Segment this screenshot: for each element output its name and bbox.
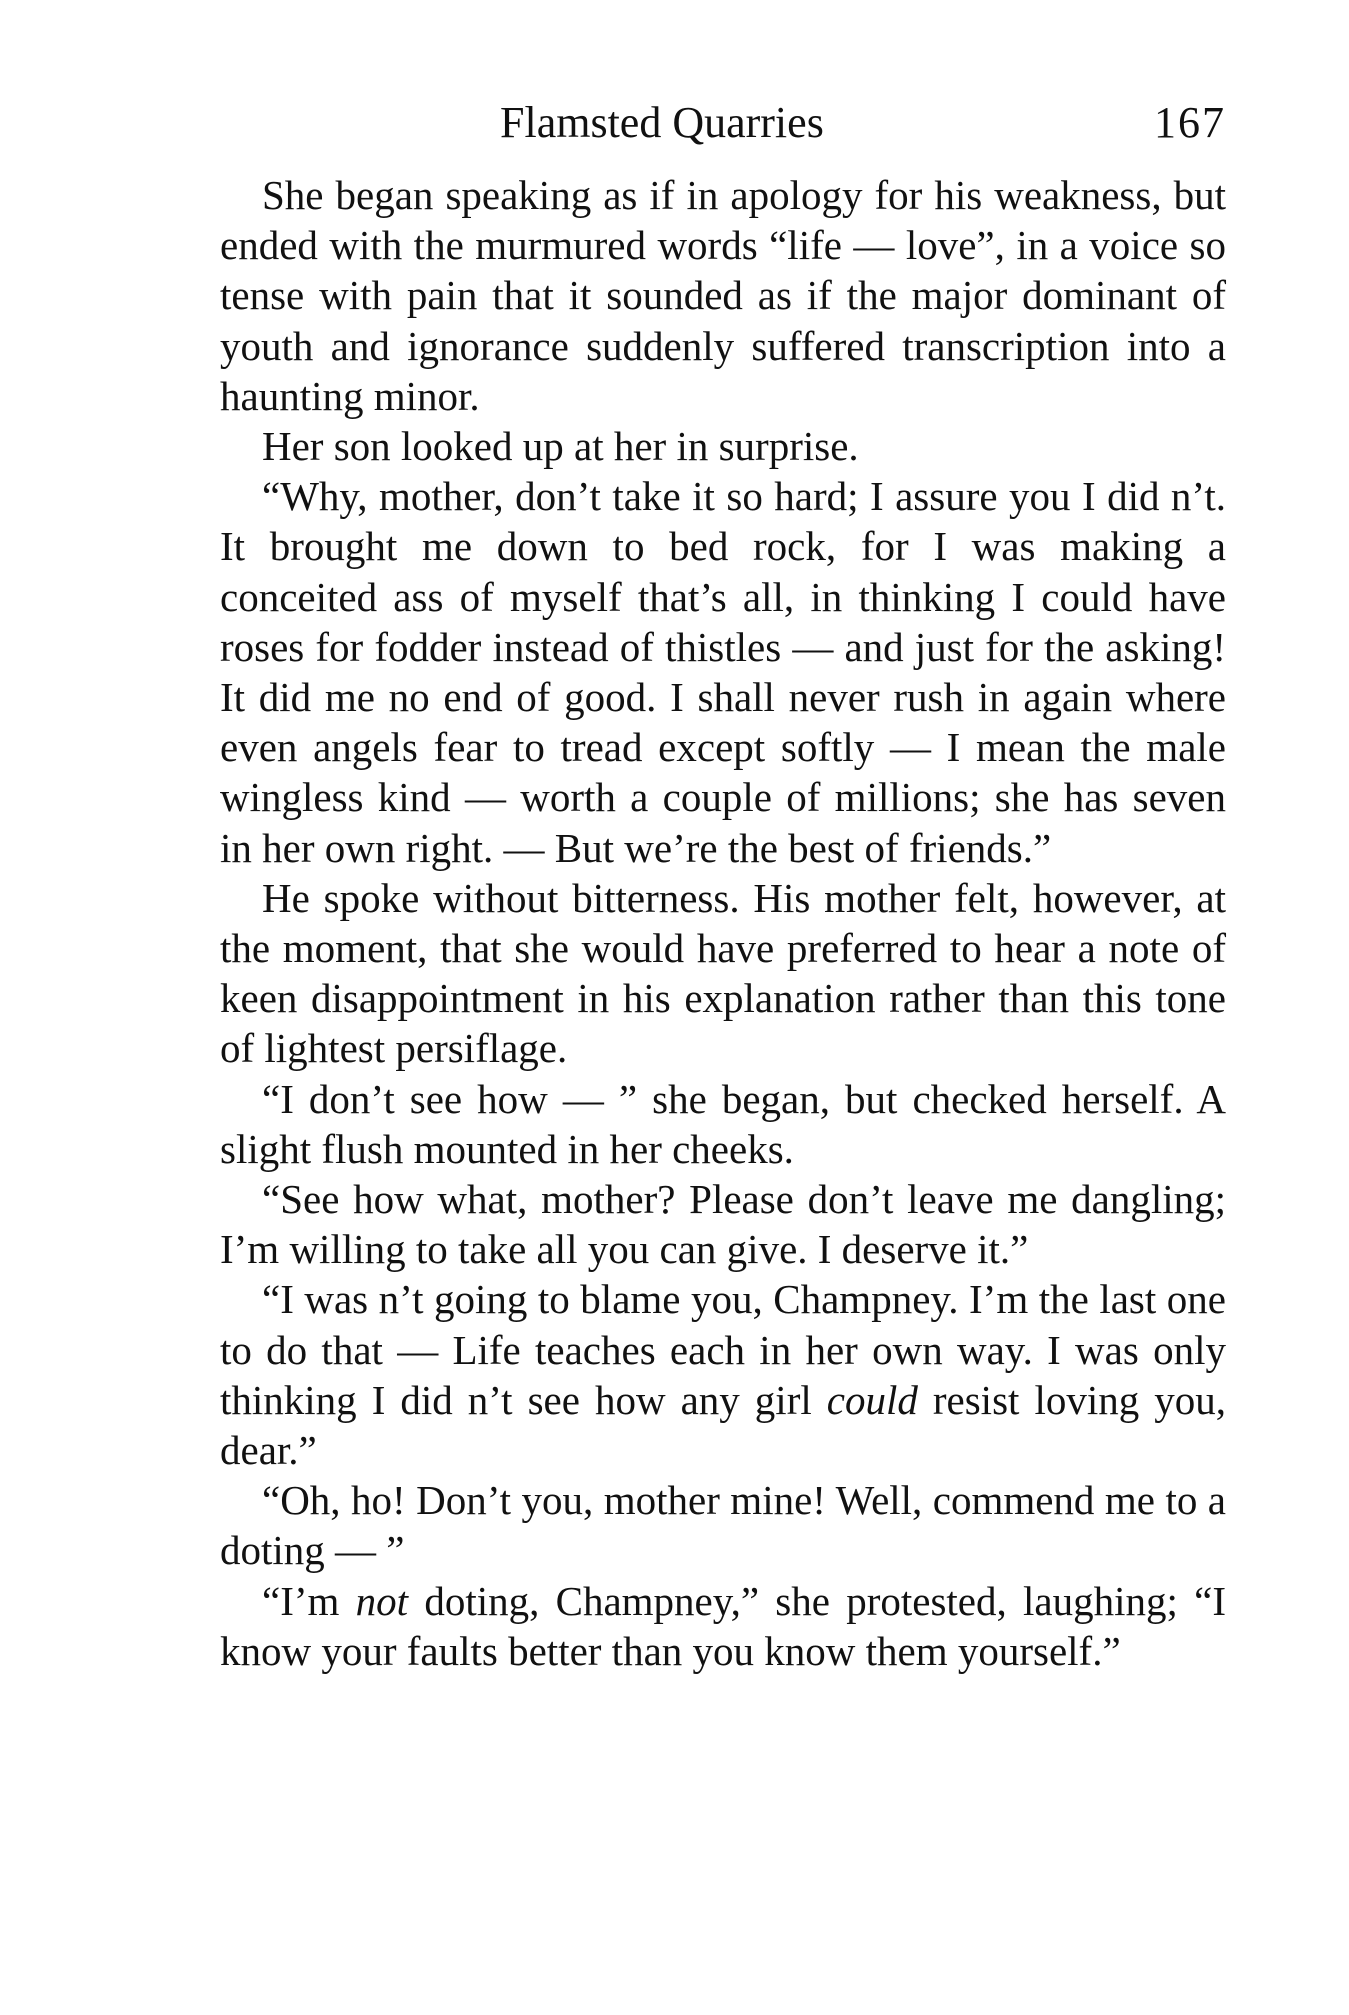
paragraph: “Why, mother, don’t take it so hard; I assure you I did n’t. It brought me down to bed rock, for I was making a conceited ass of myself that’s all, in thinking I could have roses for fodder instead of thistles — and just for the asking! It did me no end of good. I shall never rush in again where even angels fear to tread except softly — I mean the male wingless kind — worth a couple of millions; she has seven in her own right. — But we’re the best of friends.”: [220, 473, 1226, 871]
paragraph: “Oh, ho! Don’t you, mother mine! Well, commend me to a doting — ”: [220, 1477, 1226, 1574]
running-head: [0, 88, 1349, 158]
body-text: [220, 170, 1226, 1676]
italic-emphasis: could: [826, 1376, 918, 1423]
paragraph-text: resist loving you, dear.”: [220, 1376, 1226, 1474]
paragraph-text: “I was n’t going to blame you, Champney. I’m the last one to do that — Life teaches each in her own way. I was only thinking I did n’t see how any girl: [220, 1276, 1226, 1423]
paragraph-text: doting, Champney,” she protested, laughing; “I know your faults better than you know them yourself.”: [220, 1577, 1226, 1674]
paragraph: She began speaking as if in apology for his weakness, but ended with the murmured words “life — love”, in a voice so tense with pain that it sounded as if the major dominant of youth and ignorance suddenly suffered transcription into a haunting minor.: [220, 172, 1226, 419]
paragraph: [220, 1576, 1226, 1676]
paragraph-text: “I’m: [262, 1577, 356, 1624]
italic-emphasis: not: [355, 1577, 409, 1624]
running-title: Flamsted Quarries: [500, 98, 824, 147]
paragraph: [220, 1274, 1226, 1475]
paragraph: “I don’t see how — ” she began, but checked herself. A slight flush mounted in her cheeks.: [220, 1075, 1226, 1172]
paragraph: “See how what, mother? Please don’t leave me dangling; I’m willing to take all you can give. I deserve it.”: [220, 1176, 1226, 1273]
page-number: 167: [1154, 98, 1226, 147]
paragraph: He spoke without bitterness. His mother felt, however, at the moment, that she would have preferred to hear a note of keen disappointment in his explanation rather than this tone of lightest persiflage.: [220, 874, 1226, 1072]
paragraph: Her son looked up at her in surprise.: [262, 423, 859, 470]
